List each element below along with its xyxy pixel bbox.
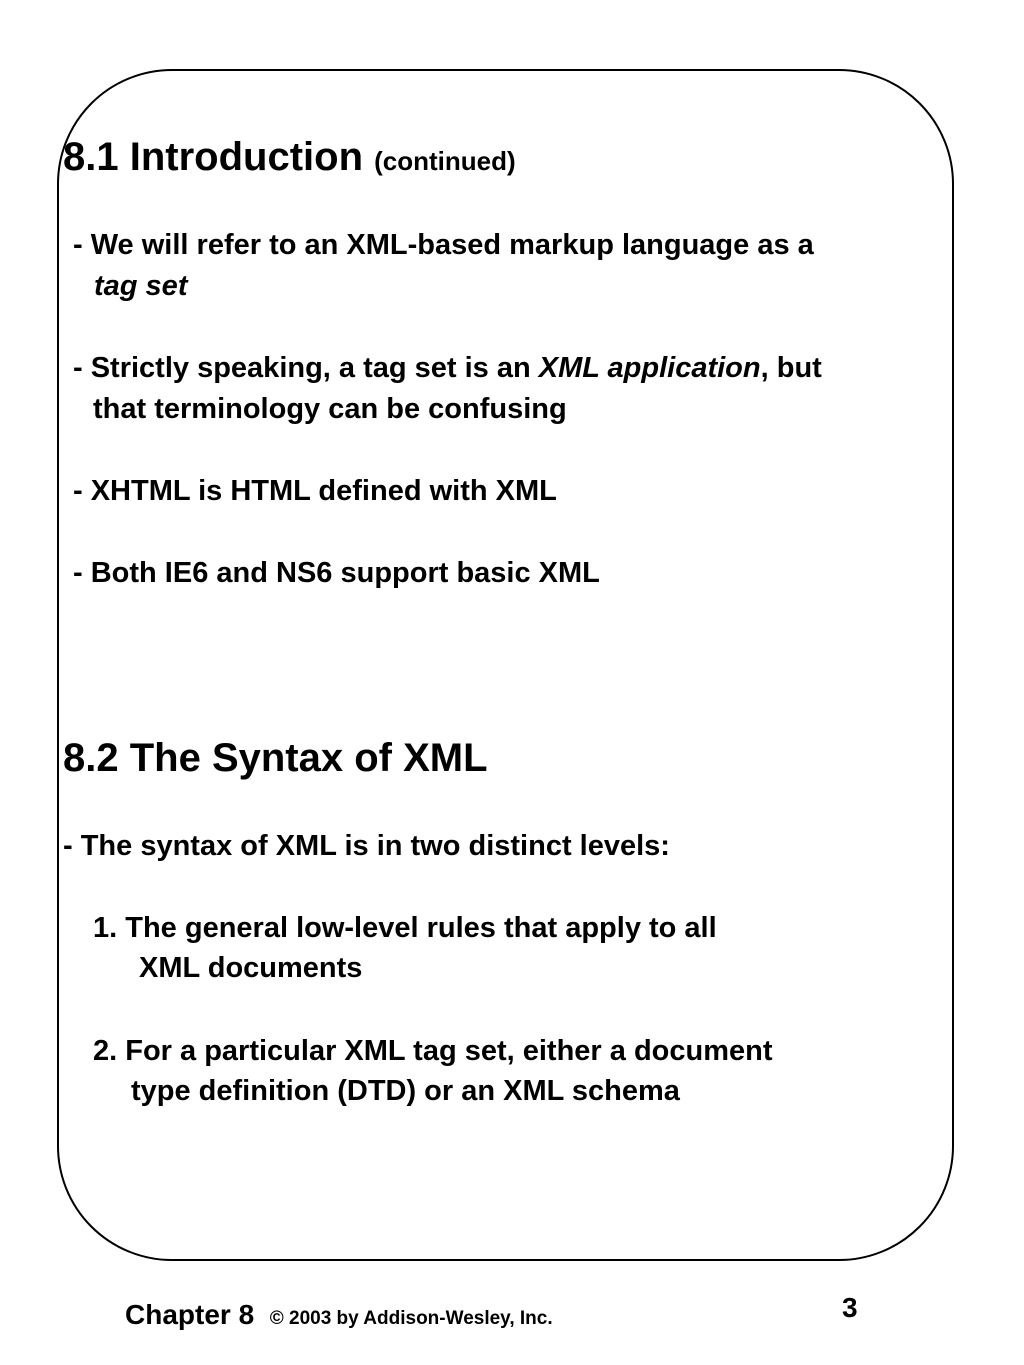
bullet-1-line-2 [94,269,187,303]
bullet-2-text: - Strictly speaking, a tag set is an [73,352,539,384]
section-1-title: 8.1 Introduction [63,135,363,179]
bullet-2-line-2: that terminology can be confusing [93,393,567,425]
bullet-3: - XHTML is HTML defined with XML [73,475,557,507]
numbered-item-1-line-1: 1. The general low-level rules that apply to all [93,912,717,944]
section-2-intro: - The syntax of XML is in two distinct levels: [63,830,670,862]
section-1-title-suffix: (continued) [374,146,516,176]
bullet-1-line-1: - We will refer to an XML-based markup language as a [73,229,814,261]
bullet-1-emphasis: tag set [94,270,188,302]
section-1-heading [63,134,516,184]
numbered-item-2-line-1: 2. For a particular XML tag set, either a document [93,1035,773,1067]
bullet-2-line-1 [73,351,822,385]
bullet-4: - Both IE6 and NS6 support basic XML [73,557,600,589]
bullet-2-emphasis: XML application [538,352,761,384]
section-2-title: 8.2 The Syntax of XML [63,736,488,780]
footer [125,1299,553,1335]
bullet-2-tail: , but [760,352,822,384]
footer-copyright: © 2003 by Addison-Wesley, Inc. [269,1308,553,1329]
page-number: 3 [842,1292,858,1323]
numbered-item-1-line-2: XML documents [139,952,363,984]
numbered-item-2-line-2: type definition (DTD) or an XML schema [131,1075,680,1107]
footer-chapter: Chapter 8 [125,1299,255,1330]
